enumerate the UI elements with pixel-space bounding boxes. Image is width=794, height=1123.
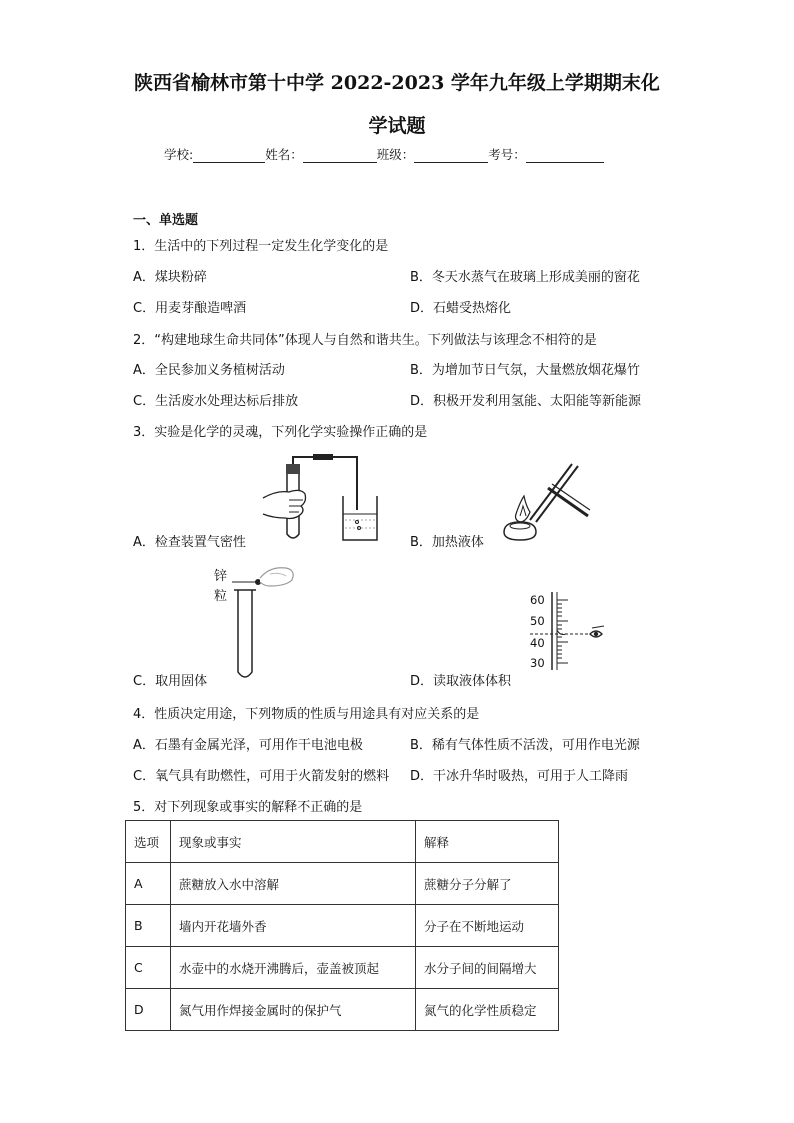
class-blank[interactable] [414,149,488,163]
tick-50: 50 [530,614,545,628]
name-blank[interactable] [303,149,377,163]
row-a-explanation: 蔗糖分子分解了 [416,863,559,905]
q2-option-a: A．全民参加义务植树活动 [133,363,285,378]
zinc-label-1: 锌 [214,569,228,584]
name-label: 姓名： [265,147,303,162]
header-phenomenon: 现象或事实 [171,821,416,863]
taking-solid-figure [230,560,300,682]
section-title: 一、单选题 [133,213,199,228]
q3-option-c: C．取用固体 [133,674,208,689]
q1-option-c: C．用麦芽酿造啤酒 [133,301,247,316]
q2-option-d: D．积极开发利用氢能、太阳能等新能源 [410,394,642,409]
row-b-phenomenon: 墙内开花墙外香 [171,905,416,947]
q1-option-b: B．冬天水蒸气在玻璃上形成美丽的窗花 [410,270,640,285]
tick-40: 40 [530,636,545,650]
zinc-label-2: 粒 [214,589,228,604]
info-line [164,145,604,163]
row-d-phenomenon: 氮气用作焊接金属时的保护气 [171,989,416,1031]
table-row [126,989,559,1031]
table-row [126,947,559,989]
q1-option-a: A．煤块粉碎 [133,270,207,285]
table-row [126,905,559,947]
row-a-option: A [126,863,171,905]
heating-liquid-figure [490,452,590,544]
tick-30: 30 [530,656,545,670]
q3-option-d: D．读取液体体积 [410,674,512,689]
exam-title-line2: 学试题 [368,115,426,137]
q2-stem: 2．“构建地球生命共同体”体现人与自然和谐共生。下列做法与该理念不相符的是 [133,333,597,348]
q1-option-d: D．石蜡受热熔化 [410,301,512,316]
table-header-row [126,821,559,863]
q4-option-b: B．稀有气体性质不活泼，可用作电光源 [410,738,640,753]
q2-option-c: C．生活废水处理达标后排放 [133,394,299,409]
header-option: 选项 [126,821,171,863]
q4-stem: 4．性质决定用途，下列物质的性质与用途具有对应关系的是 [133,707,480,722]
q4-option-c: C．氧气具有助燃性，可用于火箭发射的燃料 [133,769,390,784]
q4-option-d: D．干冰升华时吸热，可用于人工降雨 [410,769,629,784]
row-c-explanation: 水分子间的间隔增大 [416,947,559,989]
q4-option-a: A．石墨有金属光泽，可用作干电池电极 [133,738,363,753]
id-label: 考号： [488,147,526,162]
q2-option-b: B．为增加节日气氛，大量燃放烟花爆竹 [410,363,640,378]
q5-stem: 5．对下列现象或事实的解释不正确的是 [133,800,363,815]
q3-stem: 3．实验是化学的灵魂，下列化学实验操作正确的是 [133,425,428,440]
exam-title-line1: 陕西省榆林市第十中学 2022-2023 学年九年级上学期期末化 [134,72,660,94]
class-label: 班级： [376,147,415,162]
table-row [126,863,559,905]
row-b-option: B [126,905,171,947]
q3-option-a: A．检查装置气密性 [133,535,246,550]
row-d-explanation: 氮气的化学性质稳定 [416,989,559,1031]
id-blank[interactable] [526,149,604,163]
row-c-phenomenon: 水壶中的水烧开沸腾后，壶盖被顶起 [171,947,416,989]
school-blank[interactable] [193,149,265,163]
q1-stem: 1．生活中的下列过程一定发生化学变化的是 [133,239,389,254]
row-d-option: D [126,989,171,1031]
school-label: 学校: [164,147,194,162]
row-a-phenomenon: 蔗糖放入水中溶解 [171,863,416,905]
q5-table [125,820,559,1031]
row-c-option: C [126,947,171,989]
q3-option-b: B．加热液体 [410,535,484,550]
tick-60: 60 [530,593,545,607]
header-explanation: 解释 [416,821,559,863]
airtightness-check-figure [255,448,385,546]
row-b-explanation: 分子在不断地运动 [416,905,559,947]
